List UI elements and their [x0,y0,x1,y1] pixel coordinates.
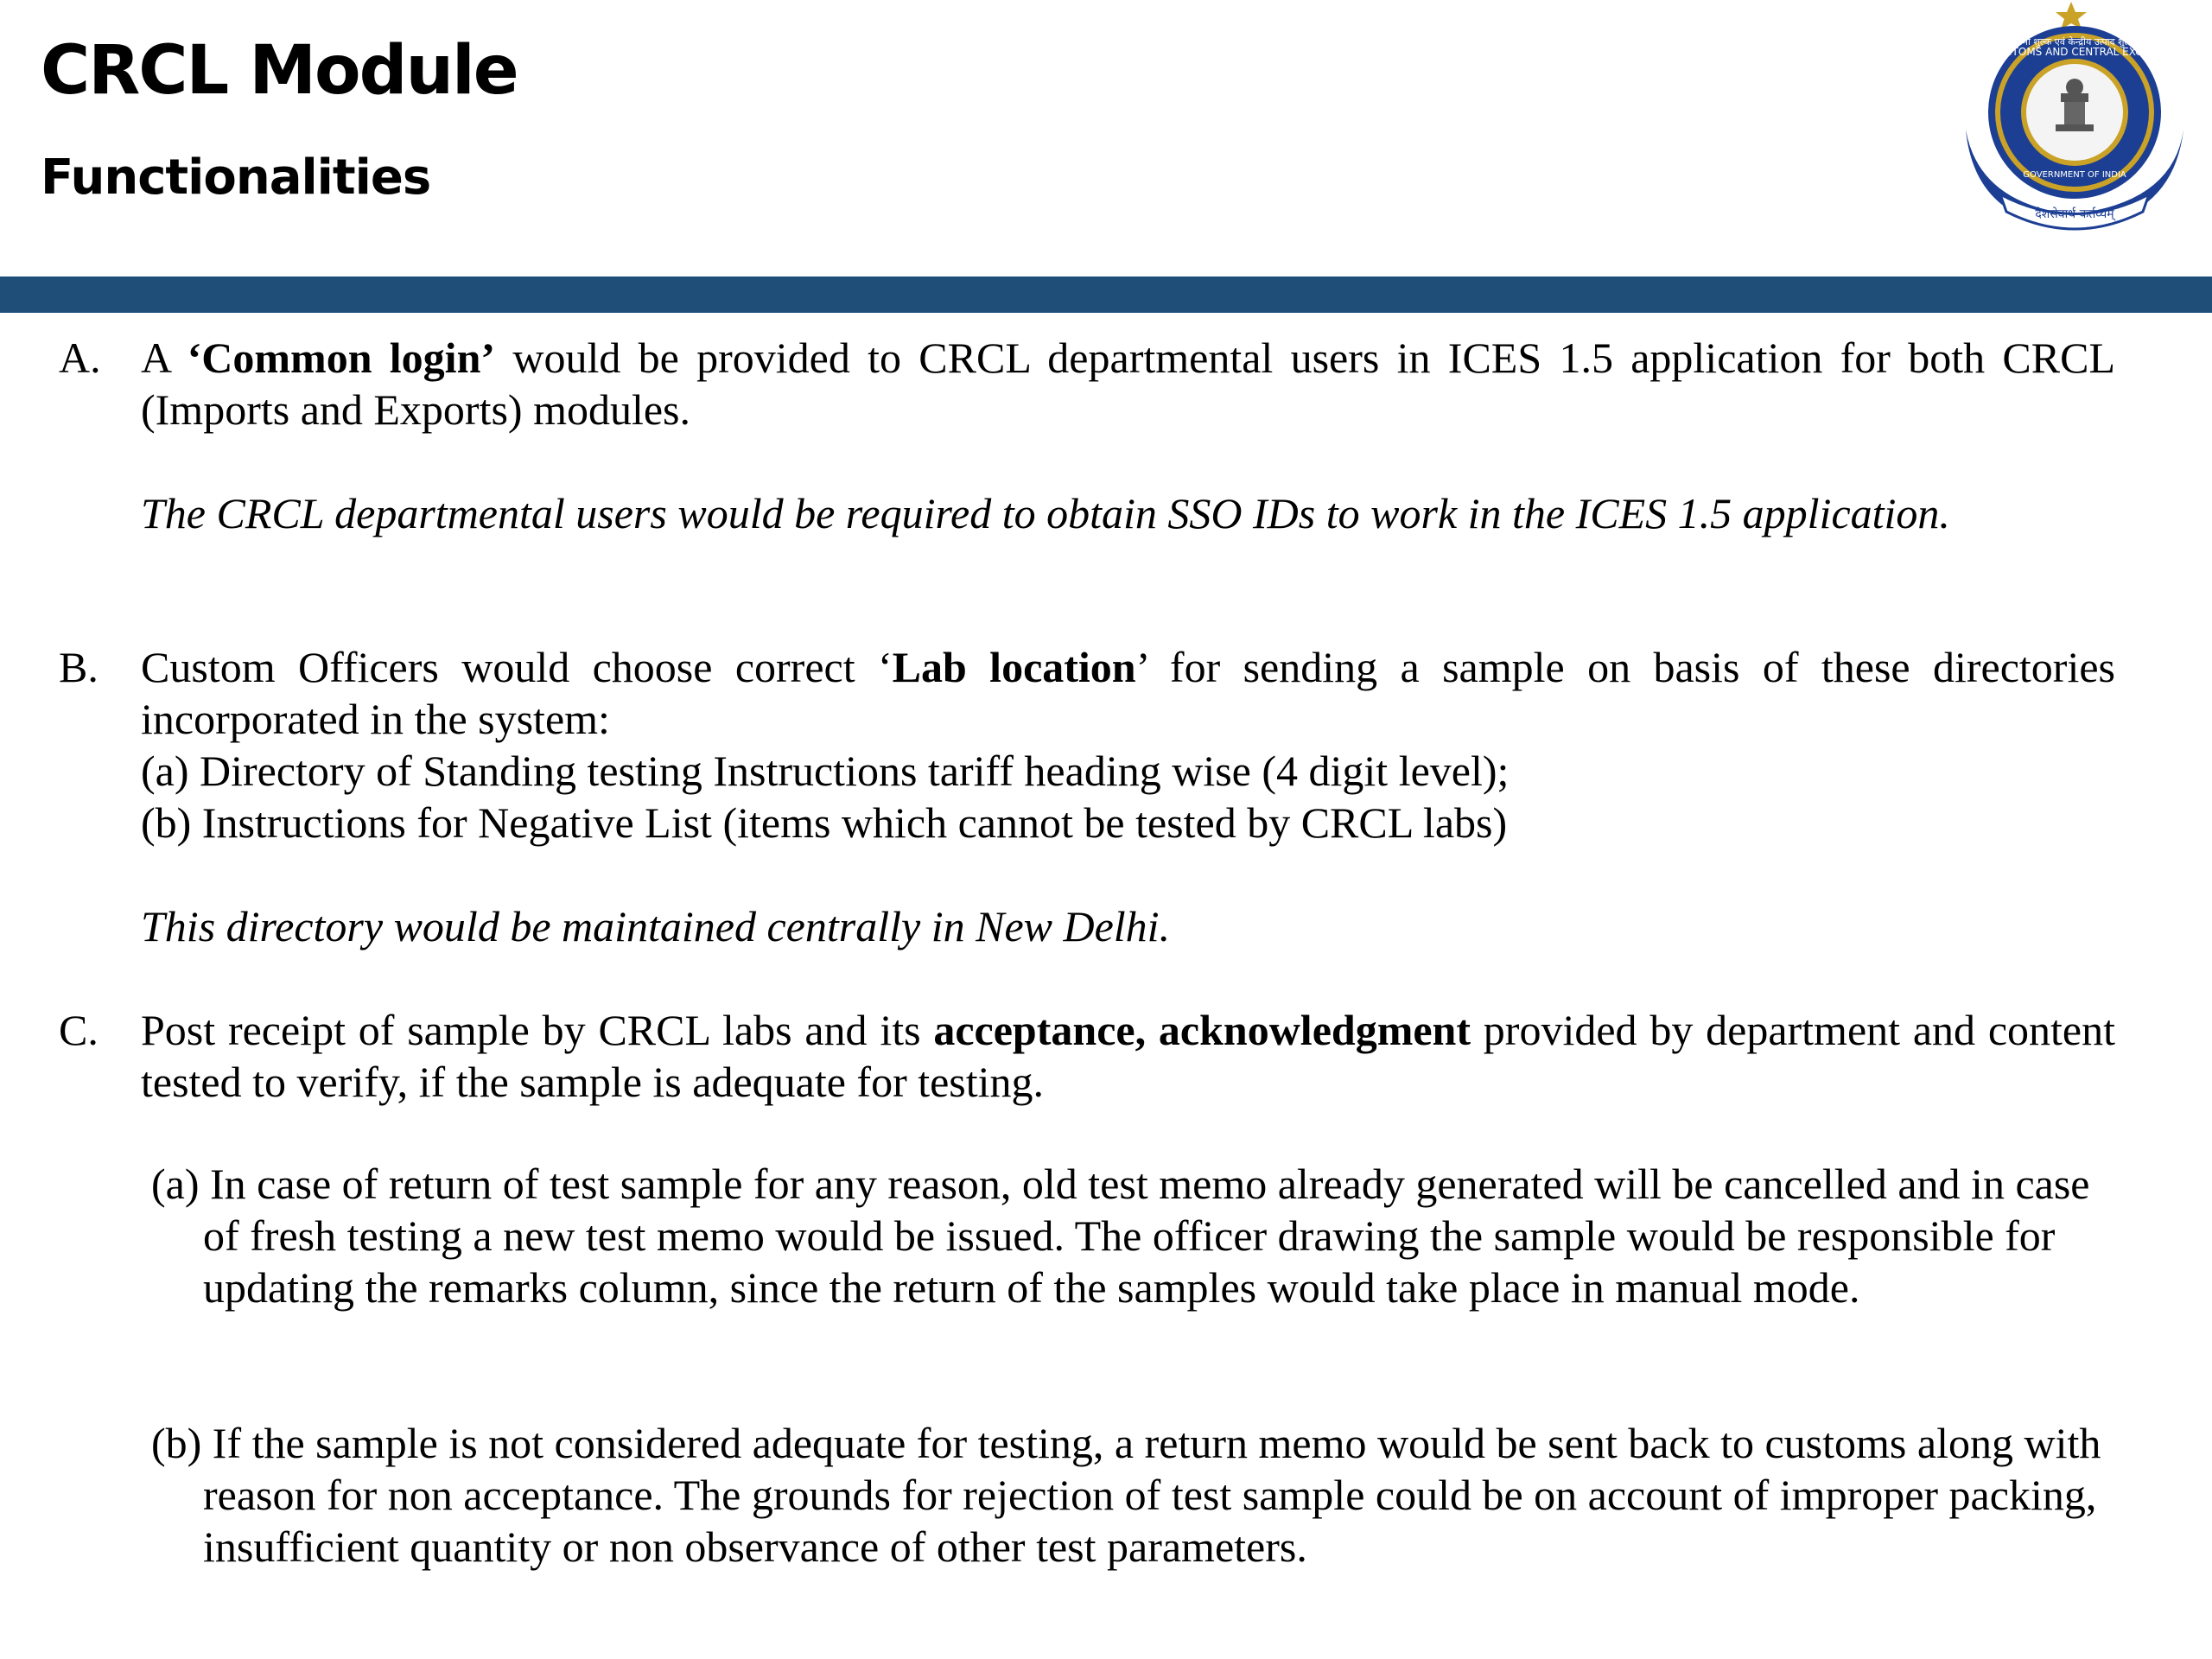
emblem-ring-text: CUSTOMS AND CENTRAL EXCISE [1990,46,2159,58]
item-marker: B. [59,643,99,691]
sub-item-a: (a) In case of return of test sample for any reason, old test memo already generated will be cancelled and in case of fresh testing a new test memo would be issued. The officer drawing the sample would be responsible for updating the remarks column, since the return of the samples would take place in manual mode. [151,1160,2090,1312]
item-marker: A. [59,334,101,382]
common-login-bold: ‘Common login’ [187,334,496,382]
directory-list-item: (a) Directory of Standing testing Instructions tariff heading wise (4 digit level); [141,747,1510,795]
item-b-note: This directory would be maintained centrally in New Delhi. [141,902,1171,950]
item-marker: C. [59,1006,99,1054]
item-c-paragraph: Post receipt of sample by CRCL labs and its acceptance, acknowledgment provided by department and content tested to verify, if the sample is adequate for testing. [141,1006,2115,1106]
acceptance-bold: acceptance, acknowledgment [933,1006,1471,1054]
directory-list-item: (b) Instructions for Negative List (items which cannot be tested by CRCL labs) [141,798,1508,847]
lab-location-bold: Lab location [892,643,1136,691]
item-a-paragraph: A ‘Common login’ would be provided to CRCL departmental users in ICES 1.5 application for both CRCL (Imports and Exports) modules. [141,334,2116,434]
page-subtitle: Functionalities [41,149,431,206]
emblem-bottom-text: GOVERNMENT OF INDIA [2023,170,2126,180]
emblem-top-text: सीमा शुल्क एवं केन्द्रीय उत्पाद शुल्क [2013,36,2136,48]
item-b-paragraph: Custom Officers would choose correct ‘Lab location’ for sending a sample on basis of these directories incorporated in the system: [141,643,2115,743]
emblem-banner-text: देशसेवार्थ कर्तव्यम् [2035,207,2114,221]
item-a-note: The CRCL departmental users would be required to obtain SSO IDs to work in the ICES 1.5 application. [141,489,1950,537]
page-title: CRCL Module [41,32,518,110]
sub-item-b: (b) If the sample is not considered adequate for testing, a return memo would be sent back to customs along with reason for non acceptance. The grounds for rejection of test sample could be on account of improper packing, insufficient quantity or non observance of other test parameters. [151,1419,2101,1571]
